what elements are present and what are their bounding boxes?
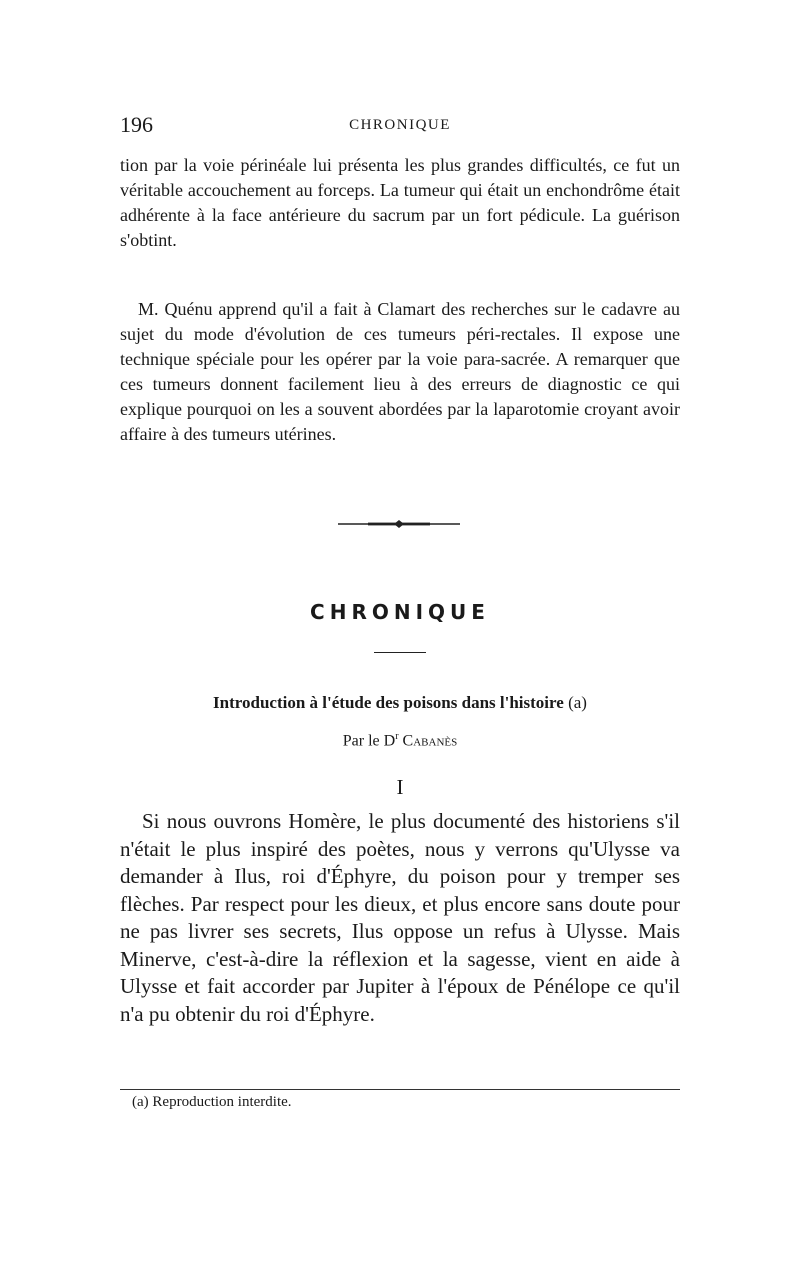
chapter-numeral: I — [396, 775, 404, 799]
footnote-text: Reproduction interdite. — [152, 1094, 292, 1110]
section-title: CHRONIQUE — [310, 600, 490, 624]
byline-author: Cabanès — [402, 732, 458, 750]
byline-title-sup: r — [395, 731, 399, 742]
byline-prefix: Par le D — [342, 732, 396, 750]
byline — [120, 731, 680, 750]
paragraph-quenu: M. Quénu apprend qu'il a fait à Clamart des recherches sur le cadavre au sujet du mode d'évolution de ces tumeurs péri-rectales. Il expose une technique spéciale pour les opérer par la voie para-sacrée. A remarquer que ces tumeurs donnent facilement lieu à des erreurs de diagnostic ce qui explique pourquoi on les a souvent abordées par la laparotomie croyant avoir affaire à des tumeurs utérines. — [120, 299, 680, 444]
article-footnote-marker: (a) — [568, 693, 587, 712]
running-title: CHRONIQUE — [349, 117, 451, 133]
section-rule — [374, 652, 426, 653]
page-number: 196 — [120, 112, 153, 137]
article-title — [120, 693, 680, 713]
document-page — [120, 0, 680, 1262]
ornament-divider — [338, 518, 460, 530]
paragraph-continuation: tion par la voie périnéale lui présenta les plus grandes difficultés, ce fut un véritable accouchement au forceps. La tumeur qui était un enchondrôme était adhérente à la face antérieure du sacrum par un fort pédicule. La guérison s'obtint. — [120, 155, 680, 250]
footnote — [132, 1094, 292, 1111]
footnote-rule — [120, 1089, 680, 1090]
article-body: Si nous ouvrons Homère, le plus documenté des historiens s'il n'était le plus inspiré des poètes, nous y verrons qu'Ulysse va demander à Ilus, roi d'Éphyre, du poison pour y tremper ses flèches. Par respect pour les dieux, et plus encore sans doute pour ne pas livrer ses secrets, Ilus oppose un refus à Ulysse. Mais Minerve, c'est-à-dire la réflexion et la sagesse, vient en aide à Ulysse et fait accorder par Jupiter à l'époux de Pénélope ce qu'il n'a pu obtenir du roi d'Éphyre. — [120, 809, 680, 1026]
article-title-text: Introduction à l'étude des poisons dans l'histoire — [213, 693, 564, 712]
running-head — [120, 112, 680, 142]
footnote-marker: (a) — [132, 1094, 149, 1110]
